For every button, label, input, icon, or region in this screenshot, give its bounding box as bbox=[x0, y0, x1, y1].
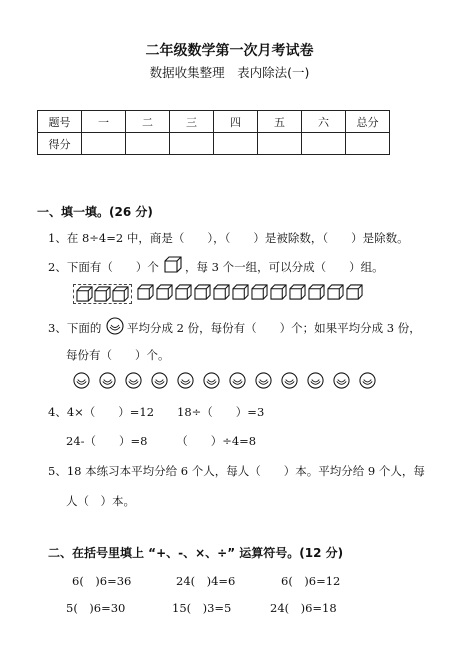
operator-item: 5( )6=30 bbox=[66, 601, 126, 615]
page-subtitle: 数据收集整理 表内除法(一) bbox=[149, 65, 310, 80]
score-header-cell: 四 bbox=[214, 111, 258, 133]
score-table-score-row bbox=[38, 133, 390, 155]
score-input-cell[interactable] bbox=[258, 133, 302, 155]
score-header-cell: 一 bbox=[82, 111, 126, 133]
pie-icon bbox=[177, 372, 194, 389]
cube-icon bbox=[346, 284, 363, 300]
score-label-cell: 得分 bbox=[38, 133, 82, 155]
question-3-text-b: 平均分成 2 份，每份有（ ）个；如果平均分成 3 份， bbox=[127, 321, 421, 335]
pie-icon bbox=[255, 372, 272, 389]
pie-row bbox=[73, 372, 376, 389]
operator-item: 15( )3=5 bbox=[172, 601, 232, 615]
cube-icon bbox=[327, 284, 344, 300]
pie-icon bbox=[307, 372, 324, 389]
page-title: 二年级数学第一次月考试卷 bbox=[145, 43, 314, 59]
cube-icon bbox=[308, 284, 325, 300]
pie-icon bbox=[229, 372, 246, 389]
score-header-cell: 六 bbox=[302, 111, 346, 133]
pie-icon bbox=[203, 372, 220, 389]
question-4-line-1: 4、4×（ ）=12 18÷（ ）=3 bbox=[48, 405, 265, 419]
operator-item: 24( )4=6 bbox=[176, 574, 236, 588]
cube-icon bbox=[112, 286, 129, 302]
cube-icon bbox=[194, 284, 211, 300]
cube-icon bbox=[175, 284, 192, 300]
section2-heading: 二、在括号里填上 “+、-、×、÷” 运算符号。(12 分) bbox=[48, 546, 344, 560]
pie-icon bbox=[281, 372, 298, 389]
score-header-cell: 五 bbox=[258, 111, 302, 133]
question-1: 1、在 8÷4=2 中，商是（ ），（ ）是被除数，（ ）是除数。 bbox=[48, 231, 409, 245]
cube-icon bbox=[137, 284, 154, 300]
question-3-text-c: 每份有（ ）个。 bbox=[66, 348, 170, 362]
score-input-cell[interactable] bbox=[302, 133, 346, 155]
score-input-cell[interactable] bbox=[214, 133, 258, 155]
question-2-text-b: ，每 3 个一组，可以分成（ ）组。 bbox=[185, 260, 384, 274]
cube-icon bbox=[164, 256, 182, 273]
question-5-line-2: 人（ ）本。 bbox=[66, 494, 135, 508]
cube-icon bbox=[232, 284, 249, 300]
score-table-header-row bbox=[38, 111, 390, 133]
pie-icon bbox=[106, 317, 124, 335]
operator-item: 24( )6=18 bbox=[270, 601, 337, 615]
pie-icon bbox=[333, 372, 350, 389]
score-input-cell[interactable] bbox=[170, 133, 214, 155]
cube-icon bbox=[156, 284, 173, 300]
question-5-line-1: 5、18 本练习本平均分给 6 个人，每人（ ）本。平均分给 9 个人，每 bbox=[48, 464, 425, 478]
operator-item: 6( )6=12 bbox=[281, 574, 341, 588]
question-3-text-a: 3、下面的 bbox=[48, 321, 102, 335]
score-header-cell: 二 bbox=[126, 111, 170, 133]
score-table bbox=[37, 110, 390, 155]
score-header-cell: 三 bbox=[170, 111, 214, 133]
score-header-cell: 题号 bbox=[38, 111, 82, 133]
score-input-cell[interactable] bbox=[346, 133, 390, 155]
question-4-line-2: 24-（ ）=8 （ ）÷4=8 bbox=[66, 434, 257, 448]
score-input-cell[interactable] bbox=[82, 133, 126, 155]
pie-icon bbox=[99, 372, 116, 389]
cube-icon bbox=[76, 286, 93, 302]
pie-icon bbox=[73, 372, 90, 389]
cube-icon bbox=[270, 284, 287, 300]
cube-icon bbox=[94, 286, 111, 302]
pie-icon bbox=[125, 372, 142, 389]
section1-heading: 一、填一填。(26 分) bbox=[37, 205, 153, 219]
pie-icon bbox=[151, 372, 168, 389]
cube-icon bbox=[289, 284, 306, 300]
score-input-cell[interactable] bbox=[126, 133, 170, 155]
pie-icon bbox=[359, 372, 376, 389]
score-header-cell: 总分 bbox=[346, 111, 390, 133]
operator-item: 6( )6=36 bbox=[72, 574, 132, 588]
cube-icon bbox=[251, 284, 268, 300]
question-2-text-a: 2、下面有（ ）个 bbox=[48, 260, 159, 274]
cube-group bbox=[73, 284, 132, 304]
cube-row bbox=[73, 284, 363, 304]
cube-icon bbox=[213, 284, 230, 300]
